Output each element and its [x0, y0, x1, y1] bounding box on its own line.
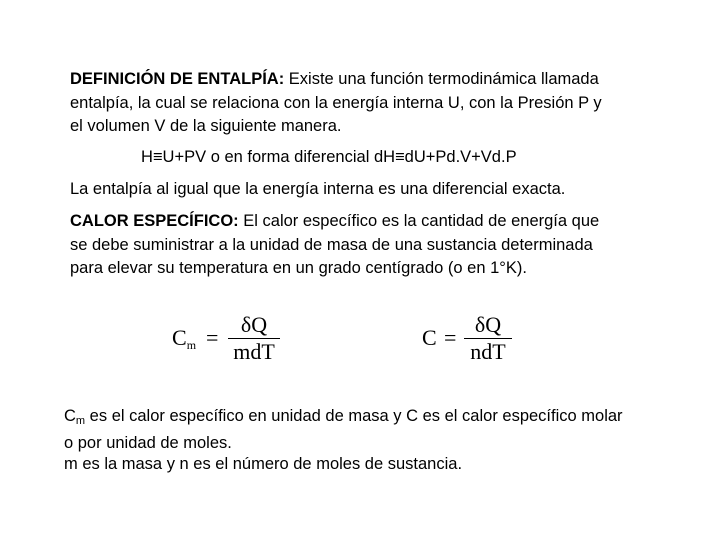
specific-heat-line-3: para elevar su temperatura en un grado centígrado (o en 1°K). — [70, 259, 527, 277]
explanation-line-3: m es la masa y n es el número de moles de sustancia. — [64, 455, 463, 473]
specific-heat-line-2: se debe suministrar a la unidad de masa de una sustancia determinada — [70, 235, 593, 254]
enthalpy-definition-text-1: Existe una función termodinámica llamada — [284, 70, 599, 88]
formula1-lhs — [172, 325, 196, 358]
specific-heat-paragraph — [70, 210, 670, 281]
formula1-c: C — [172, 325, 187, 350]
specific-heat-heading: CALOR ESPECÍFICO: — [70, 212, 239, 230]
specific-heat-explanation — [64, 406, 704, 476]
exact-differential-statement: La entalpía al igual que la energía interna es una diferencial exacta. — [70, 180, 566, 198]
specific-heat-line-1 — [70, 210, 670, 234]
enthalpy-definition-paragraph — [70, 68, 670, 139]
formula1-numerator: δQ — [240, 312, 268, 337]
explanation-line-1 — [64, 406, 704, 433]
mass-specific-heat-formula — [170, 312, 290, 372]
formula1-fraction — [228, 312, 280, 365]
enthalpy-definition-heading: DEFINICIÓN DE ENTALPÍA: — [70, 70, 285, 88]
formula2-fraction — [464, 312, 512, 365]
specific-heat-text-1: El calor específico es la cantidad de energía que — [238, 212, 600, 230]
explanation-text-1: es el calor específico en unidad de masa y C es el calor específico molar — [85, 407, 623, 425]
explanation-c-subscript: m — [75, 415, 86, 427]
formula1-equals: = — [206, 325, 219, 350]
enthalpy-equation: H≡U+PV o en forma diferencial dH≡dU+Pd.V+Vd.P — [141, 148, 517, 166]
enthalpy-definition-line-2: entalpía, la cual se relaciona con la energía interna U, con la Presión P y — [70, 93, 602, 112]
explanation-c: C — [64, 407, 76, 425]
enthalpy-definition-line-1 — [70, 68, 670, 92]
formula1-subscript: m — [186, 338, 197, 352]
formula2-equals: = — [444, 325, 457, 350]
formula2-numerator: δQ — [474, 312, 502, 337]
formula2-c: C — [422, 325, 437, 350]
molar-specific-heat-formula — [420, 312, 540, 372]
formula2-denominator: ndT — [470, 339, 506, 364]
enthalpy-definition-line-3: el volumen V de la siguiente manera. — [70, 117, 342, 135]
explanation-line-2: o por unidad de moles. — [64, 433, 232, 452]
formula1-denominator: mdT — [233, 339, 275, 364]
